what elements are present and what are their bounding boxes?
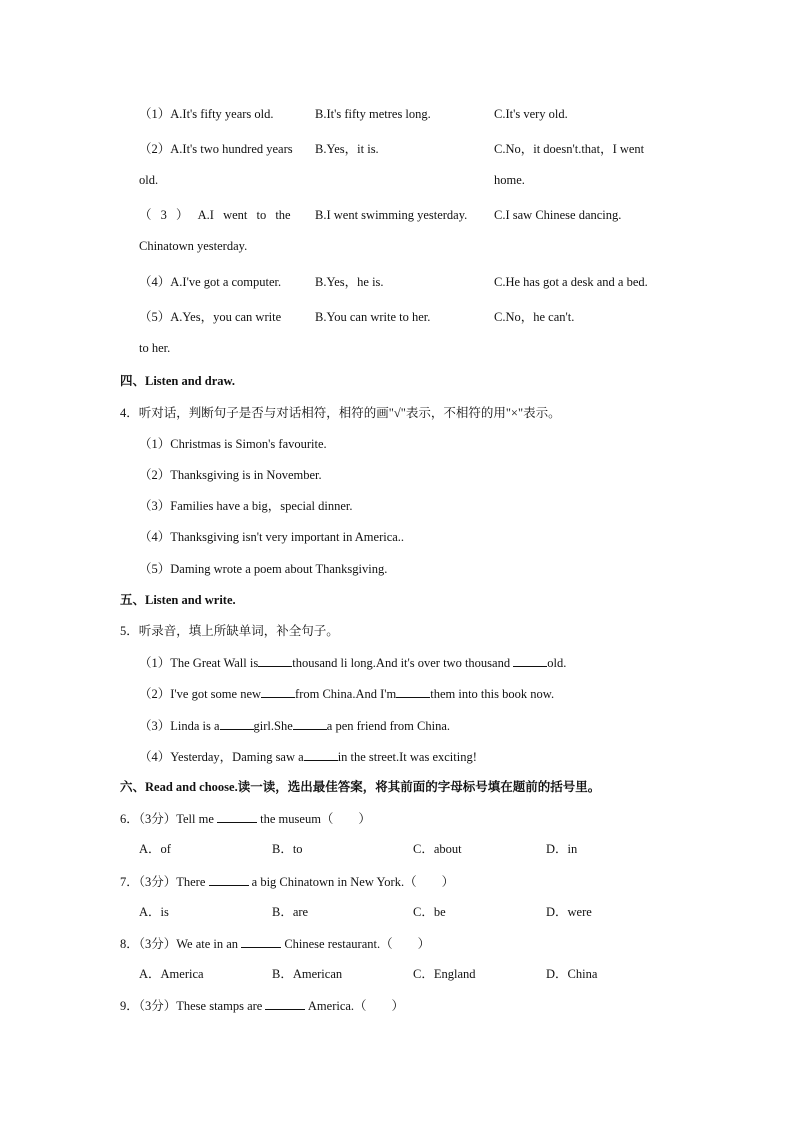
q2-option-a: （2）A.It's two hundred years: [139, 142, 293, 156]
q4-option-c: C.He has got a desk and a bed.: [494, 275, 648, 289]
q1-option-c: C.It's very old.: [494, 107, 568, 121]
answer-blank[interactable]: [261, 685, 295, 698]
q7-choice-d[interactable]: D．were: [546, 905, 592, 919]
q7-choice-b[interactable]: B．are: [272, 905, 309, 919]
q2-option-c-cont: home.: [494, 173, 525, 187]
fill-sentence-1: （1）The Great Wall is thousand li long.And it's over two thousand old.: [139, 656, 567, 670]
q7-choice-a[interactable]: A．is: [139, 905, 169, 919]
answer-blank[interactable]: [217, 810, 257, 823]
section-heading-5: 五、Listen and write.: [120, 593, 236, 607]
q1-option-b: B.It's fifty metres long.: [315, 107, 431, 121]
q4-statement-1: （1）Christmas is Simon's favourite.: [139, 437, 327, 451]
q4-statement-4: （4）Thanksgiving isn't very important in America..: [139, 530, 405, 544]
answer-blank[interactable]: [220, 717, 254, 730]
q4-option-b: B.Yes，he is.: [315, 275, 384, 289]
question-8: 8．（3分）We ate in an Chinese restaurant.（ ）: [120, 937, 431, 951]
q3-option-b: B.I went swimming yesterday.: [315, 208, 468, 222]
question-6: 6．（3分）Tell me the museum（ ）: [120, 812, 371, 826]
question-9: 9．（3分）These stamps are America.（ ）: [120, 999, 405, 1013]
answer-blank[interactable]: [513, 654, 547, 667]
q4-statement-2: （2）Thanksgiving is in November.: [139, 468, 322, 482]
q3-option-c: C.I saw Chinese dancing.: [494, 208, 622, 222]
q5-option-b: B.You can write to her.: [315, 310, 431, 324]
q4-statement-5: （5）Daming wrote a poem about Thanksgiving.: [139, 562, 388, 576]
question-5-instruction: 5．听录音，填上所缺单词，补全句子。: [120, 624, 339, 638]
q6-choice-b[interactable]: B．to: [272, 842, 303, 856]
q1-option-a: （1）A.It's fifty years old.: [139, 107, 274, 121]
answer-blank[interactable]: [209, 873, 249, 886]
answer-blank[interactable]: [396, 685, 430, 698]
q4-statement-3: （3）Families have a big，special dinner.: [139, 499, 353, 513]
question-7: 7．（3分）There a big Chinatown in New York.（ ）: [120, 875, 455, 889]
q6-choice-a[interactable]: A．of: [139, 842, 171, 856]
answer-blank[interactable]: [304, 748, 338, 761]
q8-choice-a[interactable]: A．America: [139, 967, 204, 981]
q8-choice-b[interactable]: B．American: [272, 967, 343, 981]
q5-option-c: C.No，he can't.: [494, 310, 575, 324]
section-heading-6: 六、Read and choose.读一读，选出最佳答案，将其前面的字母标号填在题前的括号里。: [120, 780, 601, 794]
answer-blank[interactable]: [265, 997, 305, 1010]
q2-option-c: C.No，it doesn't.that，I went: [494, 142, 645, 156]
q3-option-a-cont: Chinatown yesterday.: [139, 239, 248, 253]
q6-choice-d[interactable]: D．in: [546, 842, 578, 856]
q8-choice-d[interactable]: D．China: [546, 967, 598, 981]
q5-option-a: （5）A.Yes，you can write: [139, 310, 282, 324]
q3-option-a: （ 3 ） A.I went to the: [139, 208, 291, 222]
fill-sentence-4: （4）Yesterday，Daming saw a in the street.It was exciting!: [139, 750, 477, 764]
question-4-instruction: 4．听对话，判断句子是否与对话相符，相符的画"√"表示，不相符的用"×"表示。: [120, 406, 561, 420]
q2-option-b: B.Yes，it is.: [315, 142, 379, 156]
fill-sentence-2: （2）I've got some new from China.And I'm them into this book now.: [139, 687, 555, 701]
answer-blank[interactable]: [293, 717, 327, 730]
q7-choice-c[interactable]: C．be: [413, 905, 446, 919]
fill-sentence-3: （3）Linda is a girl.She a pen friend from China.: [139, 719, 451, 733]
section-heading-4: 四、Listen and draw.: [120, 374, 235, 388]
answer-blank[interactable]: [258, 654, 292, 667]
q5-option-a-cont: to her.: [139, 341, 171, 355]
answer-blank[interactable]: [241, 935, 281, 948]
q6-choice-c[interactable]: C．about: [413, 842, 462, 856]
q2-option-a-cont: old.: [139, 173, 159, 187]
q8-choice-c[interactable]: C．England: [413, 967, 476, 981]
q4-option-a: （4）A.I've got a computer.: [139, 275, 282, 289]
